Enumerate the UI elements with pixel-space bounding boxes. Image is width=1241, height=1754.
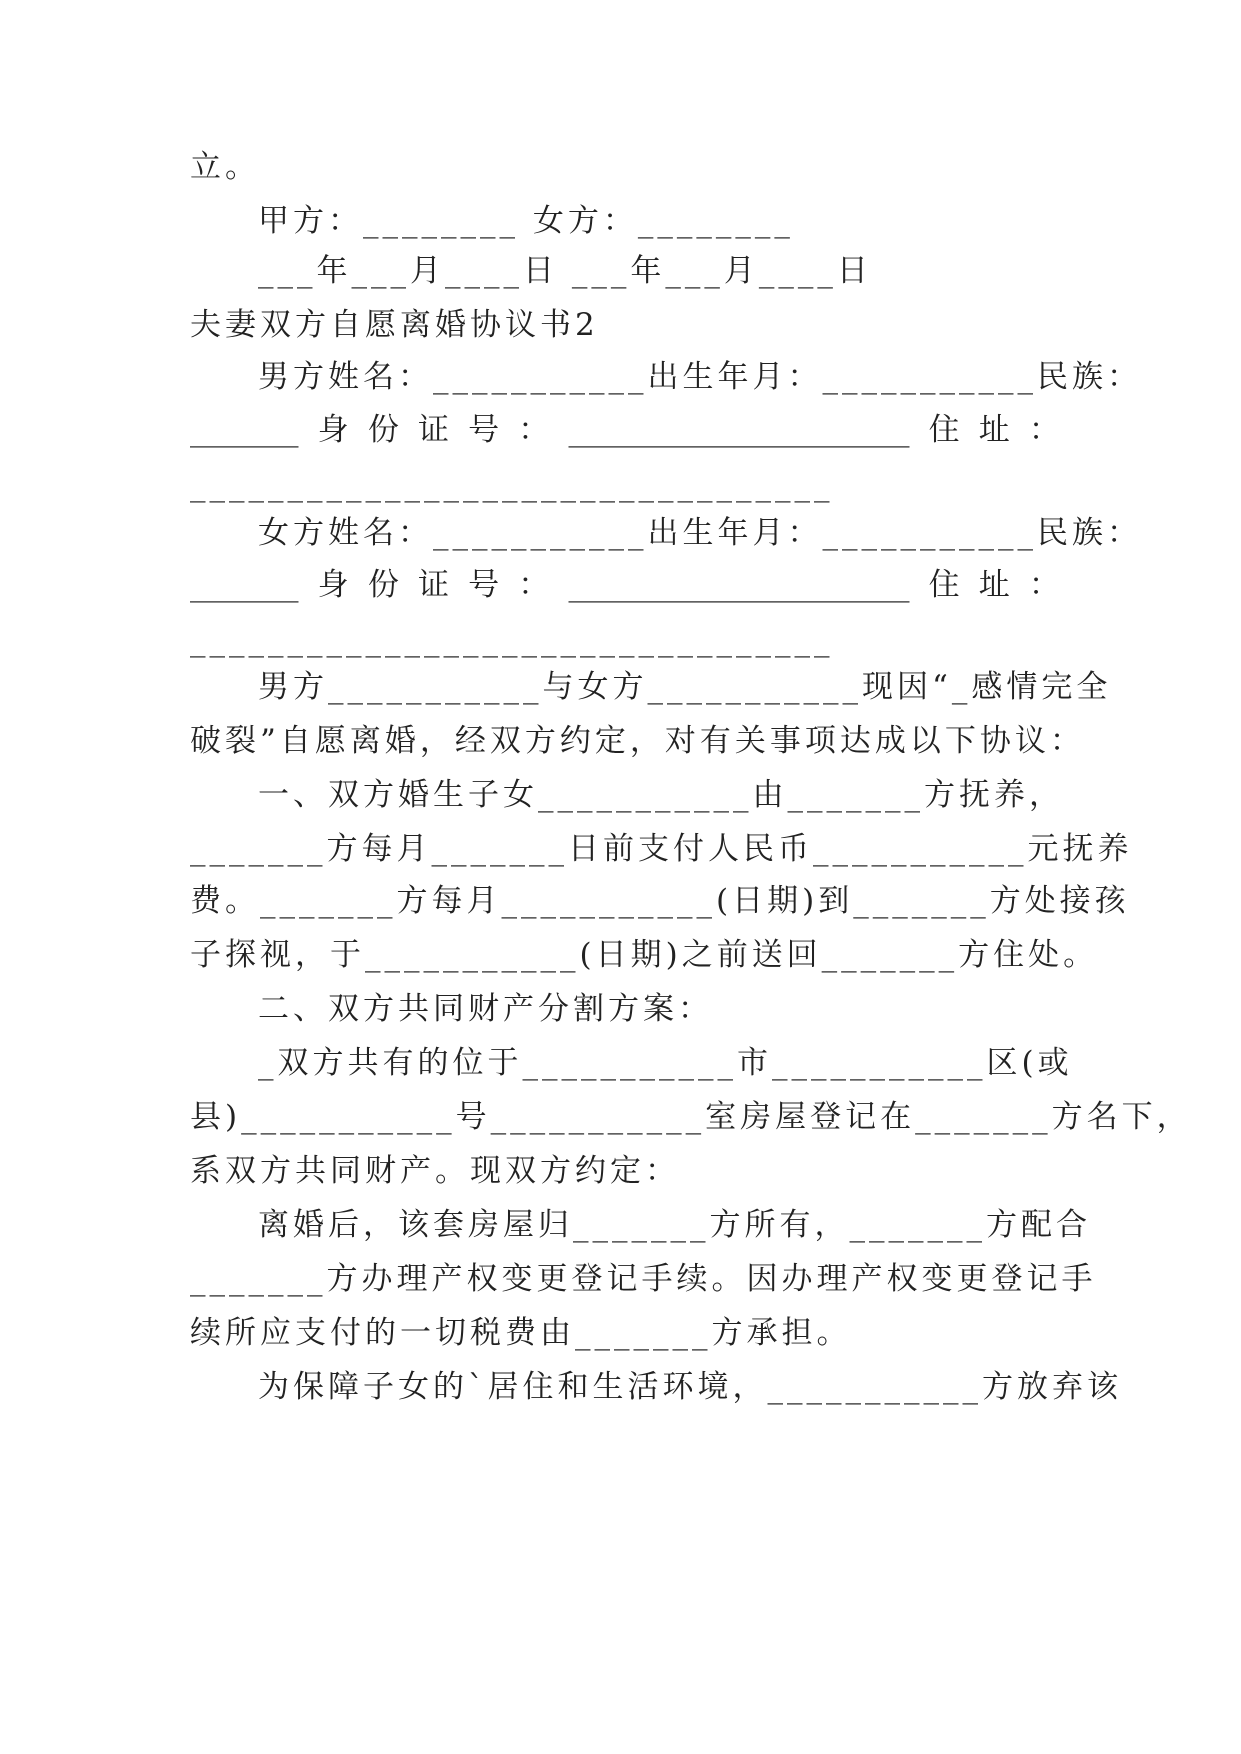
colon: ： — [518, 412, 550, 448]
male-info-line: 男方姓名：___________出生年月：___________民族： — [258, 359, 1142, 395]
clause-line: 费。_______方每月___________(日期)到_______方处接孩 — [190, 883, 1130, 919]
label-char: 号 — [468, 567, 500, 603]
label-char: 住 — [928, 412, 960, 448]
blank-field: ______________________ — [568, 412, 910, 448]
blank-field: _______ — [190, 567, 299, 603]
label-char: 号 — [468, 412, 500, 448]
paragraph-line: 男方___________与女方___________现因“_感情完全 — [258, 669, 1112, 705]
colon: ： — [518, 567, 550, 603]
label-char: 住 — [928, 567, 960, 603]
label-char: 址 — [978, 412, 1010, 448]
blank-field: ______________________ — [568, 567, 910, 603]
paragraph-line: 破裂”自愿离婚，经双方约定，对有关事项达成以下协议： — [190, 723, 1085, 759]
text-line: 立。 — [190, 149, 260, 185]
clause-line: 续所应支付的一切税费由_______方承担。 — [190, 1315, 852, 1351]
female-info-line: 女方姓名：___________出生年月：___________民族： — [258, 515, 1142, 551]
label-char: 身 — [317, 567, 349, 603]
date-line: ___年___月____日 ___年___月____日 — [258, 253, 872, 289]
section-title: 夫妻双方自愿离婚协议书2 — [190, 307, 599, 343]
clause-line: 子探视，于___________(日期)之前送回_______方住处。 — [190, 937, 1099, 973]
male-id-line — [190, 405, 1060, 455]
label-char: 身 — [317, 412, 349, 448]
blank-field: _______ — [190, 412, 299, 448]
clause-line: 系双方共同财产。现双方约定： — [190, 1153, 680, 1189]
label-char: 份 — [367, 412, 399, 448]
signature-line: 甲方：________ 女方：________ — [258, 203, 794, 239]
label-char: 证 — [417, 567, 449, 603]
colon: ： — [1028, 567, 1060, 603]
address-blank-line: _________________________________ — [190, 467, 834, 503]
label-char: 证 — [417, 412, 449, 448]
label-char: 址 — [978, 567, 1010, 603]
clause-heading: 二、双方共同财产分割方案： — [258, 991, 713, 1027]
clause-line: 离婚后，该套房屋归_______方所有，_______方配合 — [258, 1207, 1091, 1243]
clause-line: 一、双方婚生子女___________由_______方抚养， — [258, 777, 1064, 813]
address-blank-line: _________________________________ — [190, 622, 834, 658]
clause-line: 县)___________号___________室房屋登记在_______方名下， — [190, 1099, 1192, 1135]
label-char: 份 — [367, 567, 399, 603]
clause-line: 为保障子女的`居住和生活环境，___________方放弃该 — [258, 1369, 1122, 1405]
clause-line: _______方办理产权变更登记手续。因办理产权变更登记手 — [190, 1261, 1097, 1297]
colon: ： — [1028, 412, 1060, 448]
female-id-line — [190, 560, 1060, 610]
clause-line: _双方共有的位于___________市___________区(或 — [258, 1045, 1073, 1081]
clause-line: _______方每月_______日前支付人民币___________元抚养 — [190, 831, 1133, 867]
